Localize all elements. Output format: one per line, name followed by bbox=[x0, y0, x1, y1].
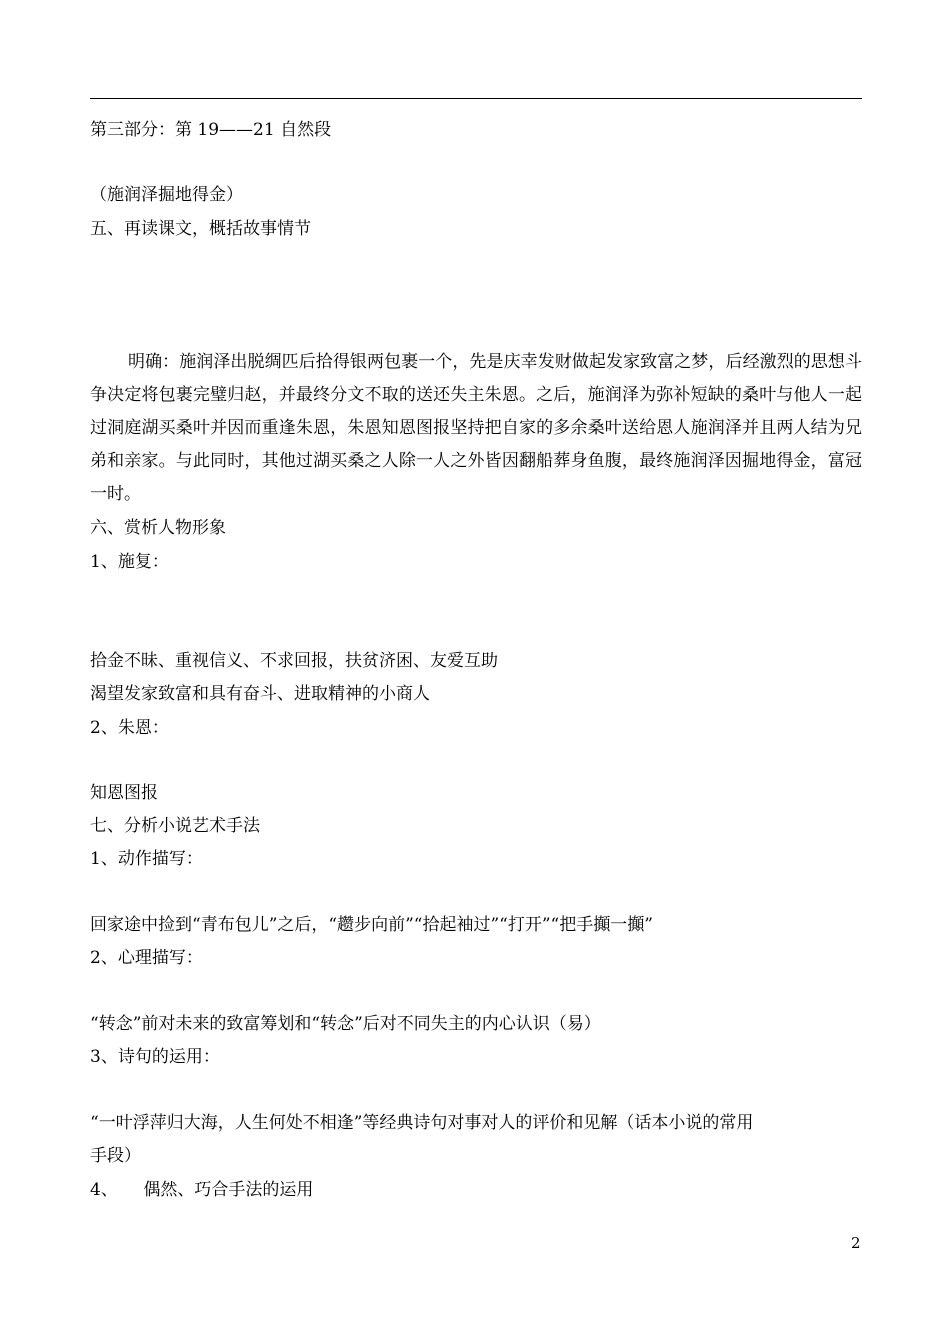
part-heading: 第三部分：第 19——21 自然段 bbox=[90, 120, 332, 140]
part-summary: （施润泽掘地得金） bbox=[90, 185, 243, 205]
header-rule bbox=[90, 98, 862, 99]
character-1-trait-1: 拾金不昧、重视信义、不求回报，扶贫济困、友爱互助 bbox=[90, 651, 498, 671]
section-7-title: 七、分析小说艺术手法 bbox=[90, 816, 260, 836]
section-6-title: 六、赏析人物形象 bbox=[90, 518, 226, 538]
technique-2-content: “转念”前对未来的致富筹划和“转念”后对不同失主的内心认识（易） bbox=[90, 1014, 601, 1034]
answer-paragraph: 明确：施润泽出脱绸匹后拾得银两包裹一个，先是庆幸发财做起发家致富之梦，后经激烈的思想斗争决定将包裹完璧归赵，并最终分文不取的送还失主朱恩。之后，施润泽为弥补短缺的桑叶与他人一起过洞庭湖买桑叶并因而重逢朱恩，朱恩知恩图报坚持把自家的多余桑叶送给恩人施润泽并且两人结为兄弟和亲家。与此同时，其他过湖买桑之人除一人之外皆因翻船葬身鱼腹，最终施润泽因掘地得金，富冠一时。 bbox=[90, 352, 862, 504]
technique-2-label: 2、心理描写： bbox=[90, 948, 203, 968]
character-1-trait-2: 渴望发家致富和具有奋斗、进取精神的小商人 bbox=[90, 684, 430, 704]
character-2-trait: 知恩图报 bbox=[90, 783, 158, 803]
technique-3-label: 3、诗句的运用： bbox=[90, 1047, 220, 1067]
technique-1-content: 回家途中捡到“青布包儿”之后，“趱步向前”“拾起袖过”“打开”“把手攧一攧” bbox=[90, 915, 653, 935]
character-1-label: 1、施复： bbox=[90, 552, 169, 572]
technique-4-label: 4、 偶然、巧合手法的运用 bbox=[90, 1180, 314, 1200]
character-2-label: 2、朱恩： bbox=[90, 718, 169, 738]
technique-1-label: 1、动作描写： bbox=[90, 849, 203, 869]
technique-3-content-line-2: 手段） bbox=[90, 1146, 141, 1166]
technique-3-content-line-1: “一叶浮萍归大海，人生何处不相逢”等经典诗句对事对人的评价和见解（话本小说的常用 bbox=[90, 1113, 754, 1133]
section-5-title: 五、再读课文，概括故事情节 bbox=[90, 219, 311, 239]
page-number: 2 bbox=[851, 1234, 861, 1252]
